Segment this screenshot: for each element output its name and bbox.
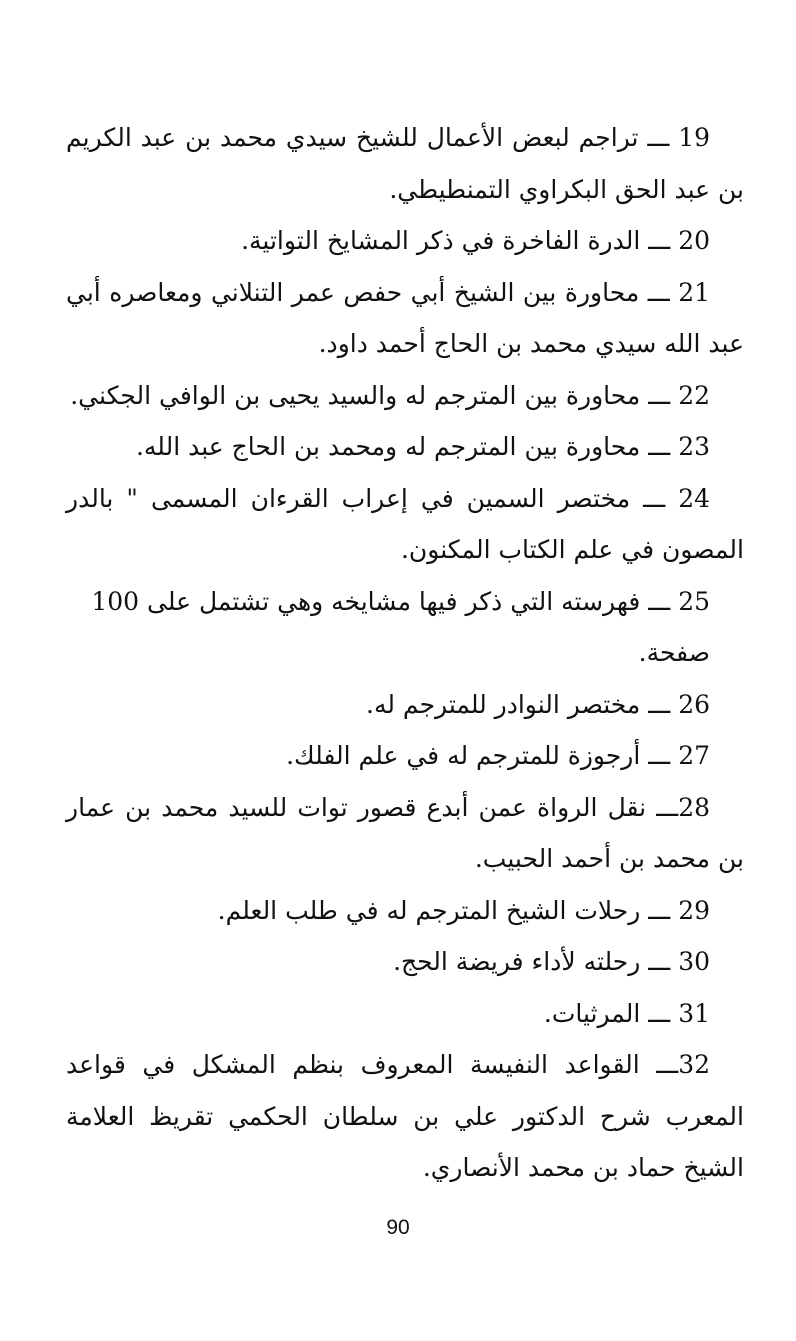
list-item-27: 27 ـــ أرجوزة للمترجم له في علم الفلك. — [286, 741, 710, 770]
list-item-20: 20 ـــ الدرة الفاخرة في ذكر المشايخ التواتية. — [241, 226, 710, 255]
bibliography-list — [66, 112, 744, 1194]
list-item-26: 26 ـــ مختصر النوادر للمترجم له. — [366, 689, 710, 719]
list-item-22: 22 ـــ محاورة بين المترجم له والسيد يحيى بن الوافي الجكني. — [70, 380, 710, 410]
list-item-25: 25 ـــ فهرسته التي ذكر فيها مشايخه وهي تشتمل على 100 صفحة. — [91, 586, 710, 667]
list-item-28: 28ـــ نقل الرواة عمن أبدع قصور توات للسيد محمد بن عمار بن محمد بن أحمد الحبيب. — [66, 792, 744, 873]
list-item-29: 29 ـــ رحلات الشيخ المترجم له في طلب العلم. — [217, 895, 710, 925]
list-item-30: 30 ـــ رحلته لأداء فريضة الحج. — [393, 947, 710, 976]
list-item-21: 21 ـــ محاورة بين الشيخ أبي حفص عمر التنلاني ومعاصره أبي عبد الله سيدي محمد بن الحاج أحمد داود. — [66, 277, 744, 358]
list-item-24: 24 ـــ مختصر السمين في إعراب القرءان المسمى " بالدر المصون في علم الكتاب المكنون. — [66, 483, 744, 564]
list-item-23: 23 ـــ محاورة بين المترجم له ومحمد بن الحاج عبد الله. — [135, 432, 710, 461]
page-number: 90 — [386, 1216, 410, 1239]
list-item-32: 32ـــ القواعد النفيسة المعروف بنظم المشكل في قواعد المعرب شرح الدكتور علي بن سلطان الحكمي تقريظ العلامة الشيخ حماد بن محمد الأنصاري. — [66, 1050, 744, 1182]
list-item-19: 19 ـــ تراجم لبعض الأعمال للشيخ سيدي محمد بن عبد الكريم بن عبد الحق البكراوي التمنطيطي. — [66, 123, 744, 204]
list-item-31: 31 ـــ المرثيات. — [543, 998, 710, 1028]
